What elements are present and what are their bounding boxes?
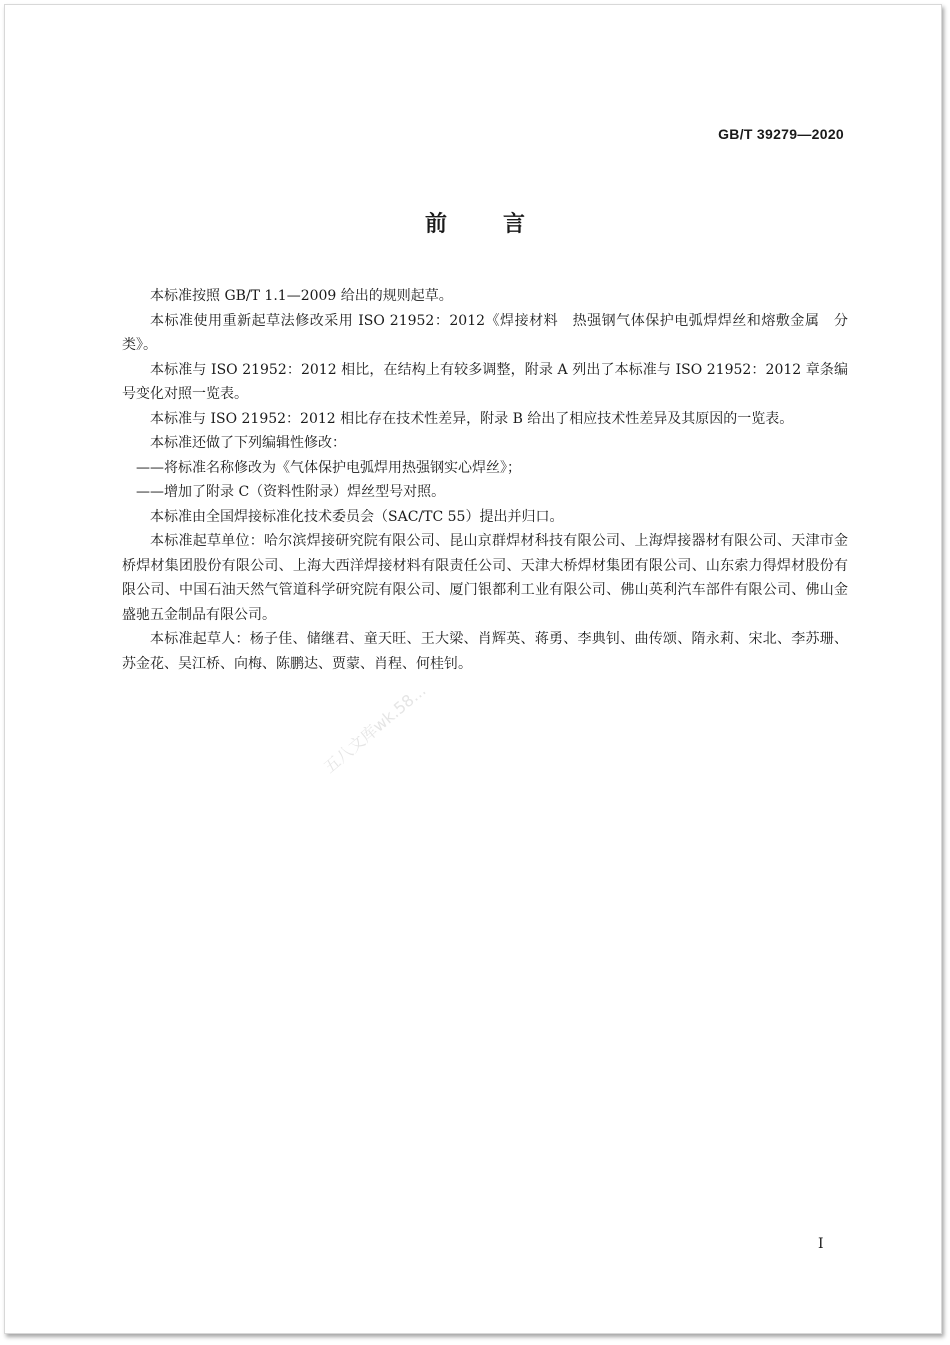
paragraph-structure-changes: 本标准与 ISO 21952：2012 相比，在结构上有较多调整，附录 A 列出了本标准与 ISO 21952：2012 章条编号变化对照一览表。 bbox=[122, 361, 848, 402]
page-number: I bbox=[818, 1236, 824, 1252]
paragraph-drafting-rules: 本标准按照 GB/T 1.1—2009 给出的规则起草。 bbox=[150, 288, 453, 304]
paragraph-drafters: 本标准起草人：杨子佳、储继君、童天旺、王大梁、肖辉英、蒋勇、李典钊、曲传颂、隋永莉、宋北、李苏珊、苏金花、吴江桥、向梅、陈鹏达、贾蒙、肖程、何桂钊。 bbox=[122, 631, 848, 672]
list-item: ——将标准名称修改为《气体保护电弧焊用热强钢实心焊丝》； bbox=[136, 459, 521, 476]
paragraph-technical-differences: 本标准与 ISO 21952：2012 相比存在技术性差异，附录 B 给出了相应技术性差异及其原因的一览表。 bbox=[150, 410, 794, 427]
watermark: 五八文库wk.58... bbox=[319, 680, 430, 777]
standard-number: GB/T 39279—2020 bbox=[718, 126, 844, 142]
foreword-body bbox=[122, 284, 848, 676]
list-item: ——增加了附录 C（资料性附录）焊丝型号对照。 bbox=[136, 484, 446, 500]
page-title: 前言 bbox=[424, 212, 581, 237]
paragraph-drafting-units: 本标准起草单位：哈尔滨焊接研究院有限公司、昆山京群焊材科技有限公司、上海焊接器材有限公司、天津市金桥焊材集团股份有限公司、上海大西洋焊接材料有限责任公司、天津大桥焊材集团有限公司、山东索力得焊材股份有限公司、中国石油天然气管道科学研究院有限公司、厦门银都利工业有限公司、佛山英利汽车部件有限公司、佛山金盛驰五金制品有限公司。 bbox=[122, 533, 848, 623]
paragraph-proposer: 本标准由全国焊接标准化技术委员会（SAC/TC 55）提出并归口。 bbox=[150, 508, 564, 525]
paragraph-editorial-changes: 本标准还做了下列编辑性修改： bbox=[150, 435, 346, 451]
paragraph-adoption: 本标准使用重新起草法修改采用 ISO 21952：2012《焊接材料 热强钢气体保护电弧焊焊丝和熔敷金属 分类》。 bbox=[122, 312, 848, 353]
